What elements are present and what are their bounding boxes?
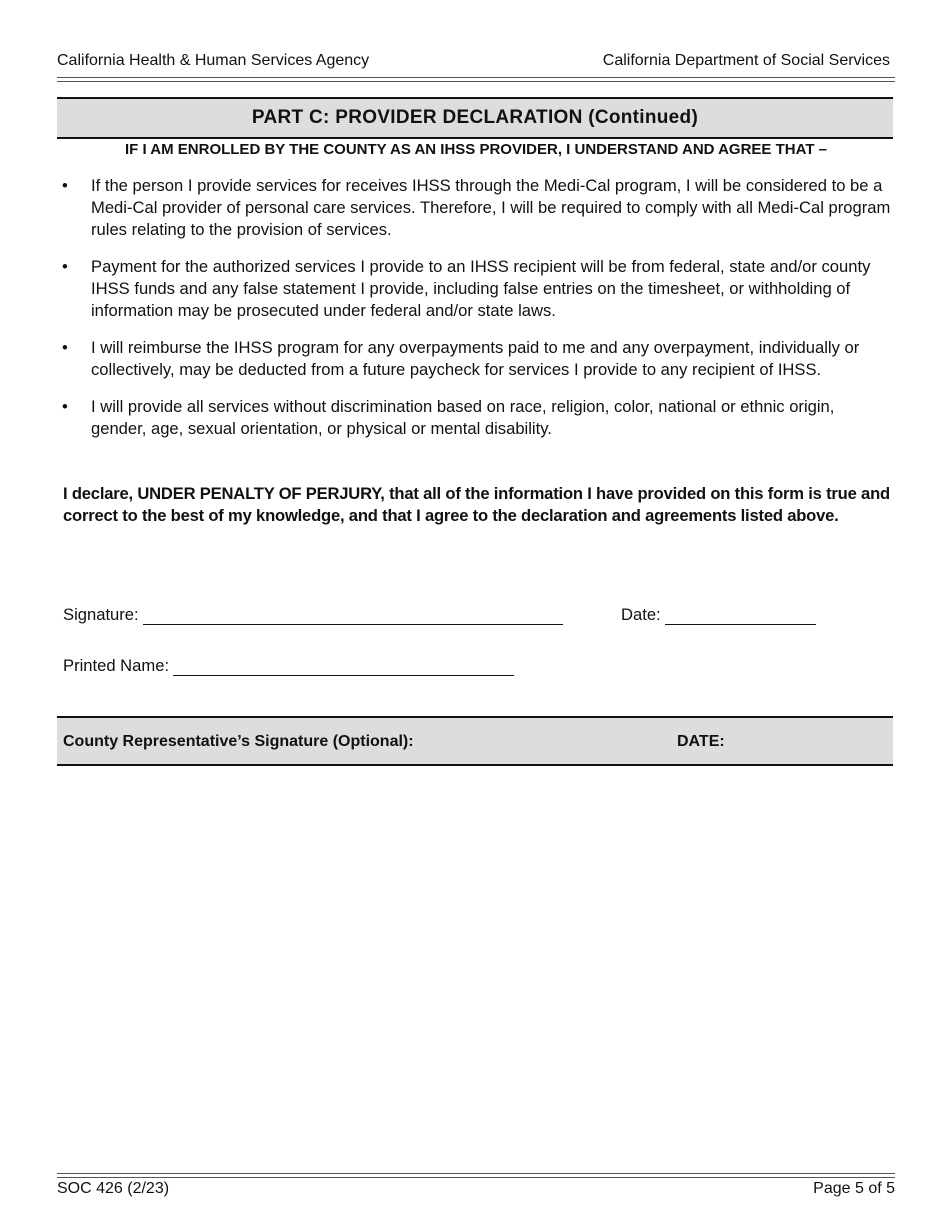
list-item [57, 396, 893, 440]
signature-line[interactable] [143, 610, 563, 625]
bullet-marker: • [62, 257, 68, 276]
signature-label: Signature: [63, 605, 139, 624]
perjury-declaration: I declare, UNDER PENALTY OF PERJURY, that all of the information I have provided on this form is true and correct to the best of my knowledge, and that I agree to the declaration and agreements listed above. [63, 484, 890, 525]
county-date-label: DATE: [677, 733, 725, 750]
bullet-text: Payment for the authorized services I provide to an IHSS recipient will be from federal, state and/or county IHSS funds and any false statement I provide, including false entries on the timesheet, or withholding of information may be prosecuted under federal and/or state laws. [91, 257, 871, 320]
bullet-marker: • [62, 176, 68, 195]
list-item [57, 175, 893, 241]
declaration-bullet-list [57, 175, 893, 455]
county-signature-label: County Representative’s Signature (Optional): [63, 733, 414, 750]
date-line[interactable] [665, 610, 816, 625]
printed-name-field[interactable] [63, 656, 514, 676]
printed-name-line[interactable] [173, 661, 514, 676]
section-title: PART C: PROVIDER DECLARATION (Continued) [251, 107, 699, 128]
header-agency: California Health & Human Services Agency [57, 52, 370, 69]
header-department: California Department of Social Services [602, 52, 890, 69]
printed-name-label: Printed Name: [63, 656, 170, 675]
list-item [57, 256, 893, 322]
signature-field[interactable] [63, 605, 563, 625]
date-field[interactable] [621, 605, 816, 625]
form-id: SOC 426 (2/23) [57, 1180, 170, 1197]
bullet-marker: • [62, 397, 68, 416]
footer-divider-secondary [57, 1177, 895, 1178]
page-number: Page 5 of 5 [813, 1180, 895, 1197]
date-label: Date: [621, 605, 661, 624]
county-representative-bar [57, 716, 893, 766]
list-item [57, 337, 893, 381]
footer-divider [57, 1173, 895, 1174]
bullet-marker: • [62, 338, 68, 357]
section-subheading: IF I AM ENROLLED BY THE COUNTY AS AN IHSS PROVIDER, I UNDERSTAND AND AGREE THAT – [125, 141, 827, 158]
bullet-text: If the person I provide services for receives IHSS through the Medi-Cal program, I will be considered to be a Medi-Cal provider of personal care services. Therefore, I will be required to comply with all Medi-Cal program rules relating to the provision of services. [91, 176, 891, 239]
header-divider-secondary [57, 81, 895, 82]
bullet-text: I will reimburse the IHSS program for any overpayments paid to me and any overpayment, individually or collectively, may be deducted from a future paycheck for services I provide to any recipient of IHSS. [91, 338, 860, 379]
header-divider [57, 77, 895, 78]
section-title-banner [57, 97, 893, 139]
bullet-text: I will provide all services without discrimination based on race, religion, color, national or ethnic origin, gender, age, sexual orientation, or physical or mental disability. [91, 397, 835, 438]
